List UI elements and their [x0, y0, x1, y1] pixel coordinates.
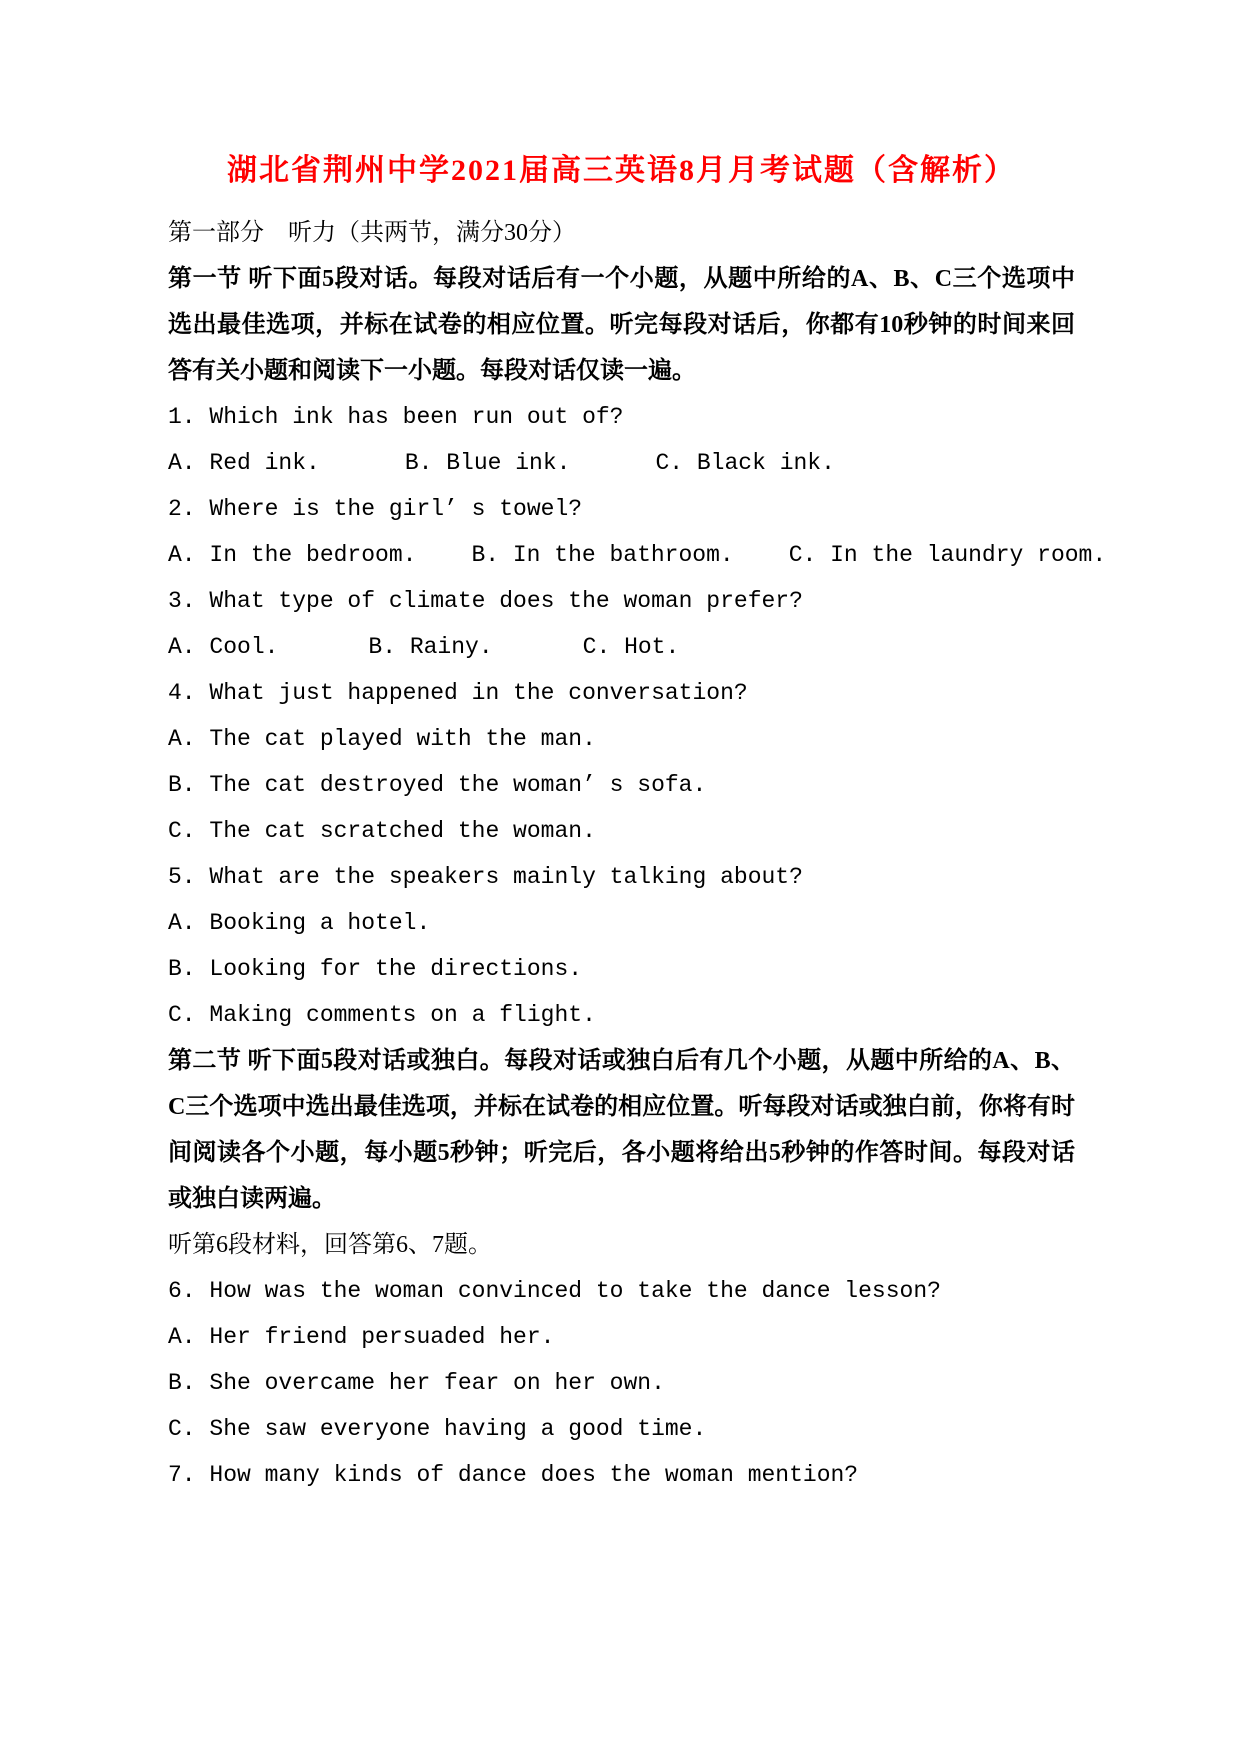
question-4-option-b: B. The cat destroyed the woman’ s sofa.: [168, 772, 707, 798]
question-6-option-b: B. She overcame her fear on her own.: [168, 1370, 665, 1396]
question-3: 3. What type of climate does the woman prefer?: [168, 588, 803, 614]
question-4: 4. What just happened in the conversation?: [168, 680, 748, 706]
question-2-options: [168, 532, 1107, 578]
question-6-option-c: C. She saw everyone having a good time.: [168, 1416, 707, 1442]
doc-title: 湖北省荆州中学2021届高三英语8月月考试题（含解析）: [227, 154, 1016, 187]
question-6-option-a: A. Her friend persuaded her.: [168, 1324, 555, 1350]
question-5-option-a: A. Booking a hotel.: [168, 910, 431, 936]
question-1: 1. Which ink has been run out of?: [168, 404, 624, 430]
option-a: A. Red ink.: [168, 450, 320, 476]
option-a: A. Cool.: [168, 634, 279, 660]
option-b: B. Rainy.: [368, 634, 493, 660]
question-2: 2. Where is the girl’ s towel?: [168, 496, 583, 522]
part1-heading: 第一部分 听力（共两节，满分30分）: [168, 220, 576, 246]
material-6-lead: 听第6段材料，回答第6、7题。: [168, 1232, 492, 1258]
question-5: 5. What are the speakers mainly talking about?: [168, 864, 803, 890]
question-5-option-b: B. Looking for the directions.: [168, 956, 583, 982]
question-4-option-c: C. The cat scratched the woman.: [168, 818, 596, 844]
section1-instructions: 第一节 听下面5段对话。每段对话后有一个小题，从题中所给的A、B、C三个选项中选出最佳选项，并标在试卷的相应位置。听完每段对话后，你都有10秒钟的时间来回答有关小题和阅读下一小题。每段对话仅读一遍。: [168, 266, 1075, 384]
option-c: C. Black ink.: [655, 450, 835, 476]
option-b: B. In the bathroom.: [471, 542, 734, 568]
question-3-options: [168, 624, 1075, 670]
question-6: 6. How was the woman convinced to take the dance lesson?: [168, 1278, 941, 1304]
option-a: A. In the bedroom.: [168, 542, 417, 568]
question-1-options: [168, 440, 1075, 486]
question-5-option-c: C. Making comments on a flight.: [168, 1002, 596, 1028]
option-c: C. In the laundry room.: [788, 542, 1107, 568]
section2-instructions: 第二节 听下面5段对话或独白。每段对话或独白后有几个小题，从题中所给的A、B、C三个选项中选出最佳选项，并标在试卷的相应位置。听每段对话或独白前，你将有时间阅读各个小题，每小题5秒钟；听完后，各小题将给出5秒钟的作答时间。每段对话或独白读两遍。: [168, 1048, 1075, 1212]
option-c: C. Hot.: [582, 634, 680, 660]
question-7: 7. How many kinds of dance does the woman mention?: [168, 1462, 859, 1488]
option-b: B. Blue ink.: [404, 450, 571, 476]
question-4-option-a: A. The cat played with the man.: [168, 726, 596, 752]
